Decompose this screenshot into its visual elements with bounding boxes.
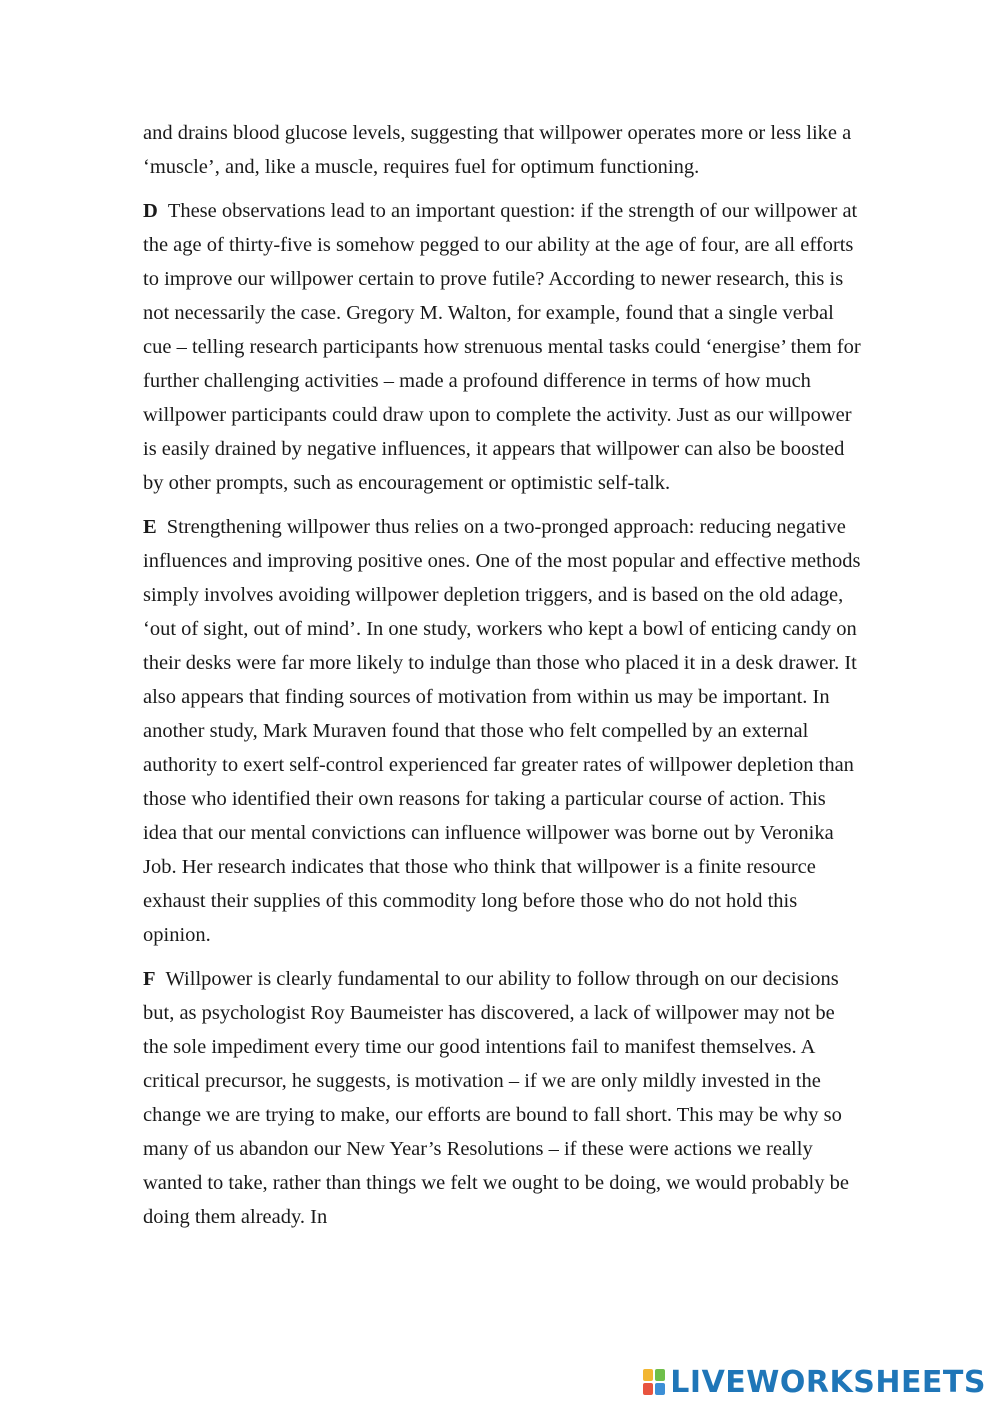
- logo-text: LIVEWORKSHEETS: [670, 1364, 986, 1400]
- paragraph-text: Strengthening willpower thus relies on a two-pronged approach: reducing negative influences and improving positive ones. One of the most popular and effective methods simply involves avoiding willpower depletion triggers, and is based on the old adage, ‘out of sight, out of mind’. In one study, workers who kept a bowl of enticing candy on their desks were far more likely to indulge than those who placed it in a desk drawer. It also appears that finding sources of motivation from within us may be important. In another study, Mark Muraven found that those who felt compelled by an external authority to exert self-control experienced far greater rates of willpower depletion than those who identified their own reasons for taking a particular course of action. This idea that our mental convictions can influence willpower was borne out by Veronika Job. Her research indicates that those who think that willpower is a finite resource exhaust their supplies of this commodity long before those who do not hold this opinion.: [143, 516, 861, 946]
- document-page: [143, 116, 863, 1244]
- logo-tile: [643, 1383, 653, 1395]
- paragraph-f: [143, 962, 863, 1234]
- paragraph-text: and drains blood glucose levels, suggesting that willpower operates more or less like a ‘muscle’, and, like a muscle, requires fuel for optimum functioning.: [143, 122, 852, 178]
- liveworksheets-logo: [643, 1364, 986, 1400]
- paragraph-e: [143, 510, 863, 952]
- logo-tile: [655, 1383, 665, 1395]
- paragraph-d: [143, 194, 863, 500]
- paragraph-label: F: [143, 968, 156, 990]
- logo-tile: [655, 1369, 665, 1381]
- paragraph-text: These observations lead to an important question: if the strength of our willpower at the age of thirty-five is somehow pegged to our ability at the age of four, are all efforts to improve our willpower certain to prove futile? According to newer research, this is not necessarily the case. Gregory M. Walton, for example, found that a single verbal cue – telling research participants how strenuous mental tasks could ‘energise’ them for further challenging activities – made a profound difference in terms of how much willpower participants could draw upon to complete the activity. Just as our willpower is easily drained by negative influences, it appears that willpower can also be boosted by other prompts, such as encouragement or optimistic self-talk.: [143, 200, 861, 494]
- liveworksheets-logo-icon: [643, 1369, 665, 1395]
- paragraph-label: D: [143, 200, 158, 222]
- logo-tile: [643, 1369, 653, 1381]
- paragraph-text: Willpower is clearly fundamental to our ability to follow through on our decisions but, as psychologist Roy Baumeister has discovered, a lack of willpower may not be the sole impediment every time our good intentions fail to manifest themselves. A critical precursor, he suggests, is motivation – if we are only mildly invested in the change we are trying to make, our efforts are bound to fall short. This may be why so many of us abandon our New Year’s Resolutions – if these were actions we really wanted to take, rather than things we felt we ought to be doing, we would probably be doing them already. In: [143, 968, 849, 1228]
- paragraph-label: E: [143, 516, 157, 538]
- paragraph-continuation: [143, 116, 863, 184]
